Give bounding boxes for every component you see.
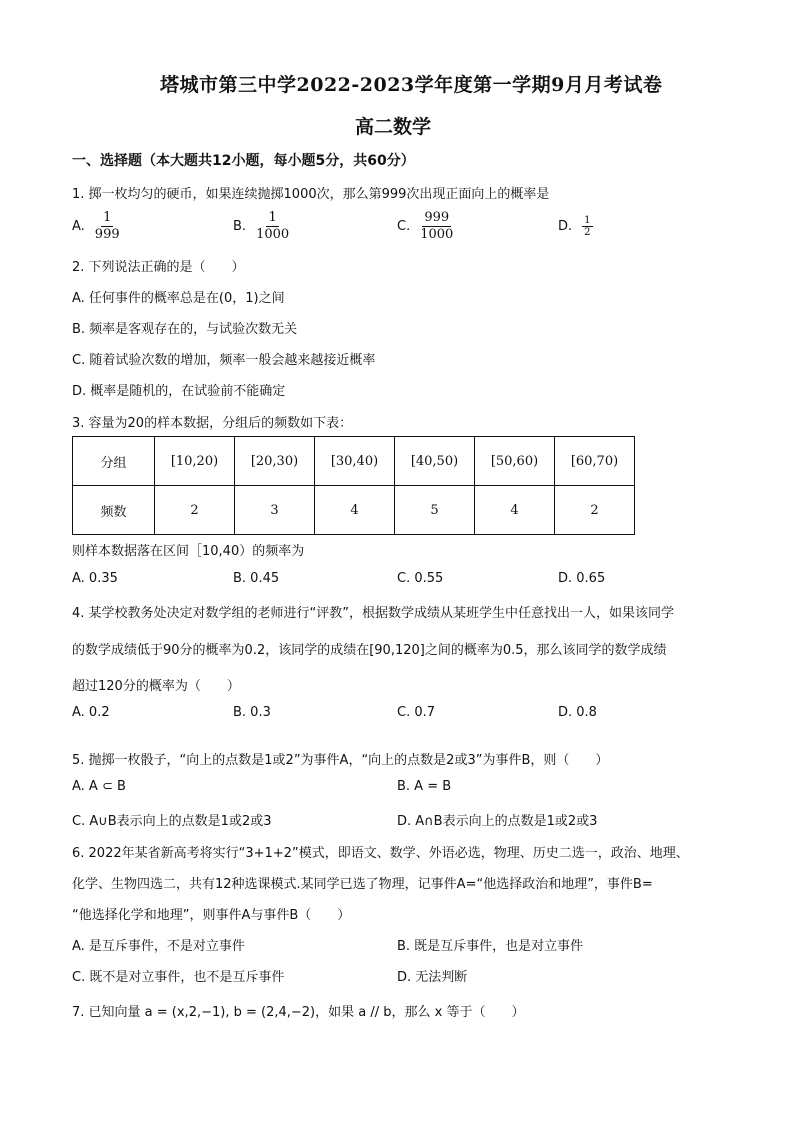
question-4-option-c: C. 0.7 xyxy=(397,705,436,720)
table-row xyxy=(73,486,635,535)
numerator: 1 xyxy=(103,210,112,225)
question-2-option-c: C. 随着试验次数的增加，频率一般会越来越接近概率 xyxy=(72,353,376,368)
option-label: C. xyxy=(397,219,411,234)
denominator: 1000 xyxy=(256,227,290,242)
option-label: D. xyxy=(558,219,573,234)
question-6-option-b: B. 既是互斥事件，也是对立事件 xyxy=(397,939,584,954)
question-4-line-2: 的数学成绩低于90分的概率为0.2，该同学的成绩在[90,120]之间的概率为0.5，那么该同学的数学成绩 xyxy=(72,643,667,658)
question-1-stem: 1. 掷一枚均匀的硬币，如果连续抛掷1000次，那么第999次出现正面向上的概率是 xyxy=(72,187,550,202)
question-5-option-d: D. A∩B表示向上的点数是1或2或3 xyxy=(397,814,598,829)
question-5-option-c: C. A∪B表示向上的点数是1或2或3 xyxy=(72,814,272,829)
question-3-option-b: B. 0.45 xyxy=(233,571,280,586)
question-3-tail: 则样本数据落在区间［10,40）的频率为 xyxy=(72,544,305,559)
question-1-option-a xyxy=(72,210,120,243)
section-heading: 一、选择题（本大题共12小题，每小题5分，共60分） xyxy=(72,153,415,169)
question-6-option-c: C. 既不是对立事件，也不是互斥事件 xyxy=(72,970,285,985)
question-6-line-2: 化学、生物四选二，共有12种选课模式.某同学已选了物理，记事件A=“他选择政治和地理”，事件B= xyxy=(72,877,653,892)
denominator: 2 xyxy=(584,227,591,238)
page-title: 塔城市第三中学2022-2023学年度第一学期9月月考试卷 xyxy=(160,74,663,96)
question-5-option-b: B. A = B xyxy=(397,779,452,794)
question-3-option-a: A. 0.35 xyxy=(72,571,118,586)
table-cell: [10,20) xyxy=(155,437,235,486)
table-cell: 2 xyxy=(155,486,235,535)
fraction xyxy=(582,215,592,238)
table-cell: 3 xyxy=(235,486,315,535)
table-cell: 2 xyxy=(555,486,635,535)
table-cell: 4 xyxy=(315,486,395,535)
question-1-option-d xyxy=(558,215,593,238)
question-4-option-d: D. 0.8 xyxy=(558,705,597,720)
question-3-option-d: D. 0.65 xyxy=(558,571,606,586)
table-cell: 分组 xyxy=(73,437,155,486)
question-2-stem: 2. 下列说法正确的是（ ） xyxy=(72,260,245,275)
question-1-option-b xyxy=(233,210,289,243)
question-2-option-b: B. 频率是客观存在的，与试验次数无关 xyxy=(72,322,298,337)
table-cell: 5 xyxy=(395,486,475,535)
question-3-stem: 3. 容量为20的样本数据，分组后的频数如下表： xyxy=(72,416,353,431)
fraction xyxy=(420,210,453,243)
question-7-stem: 7. 已知向量 a = (x,2,−1), b = (2,4,−2)，如果 a // b，那么 x 等于（ ） xyxy=(72,1005,525,1020)
page-subtitle: 高二数学 xyxy=(355,116,432,138)
numerator: 999 xyxy=(424,210,450,225)
option-label: B. xyxy=(233,219,247,234)
numerator: 1 xyxy=(584,215,591,226)
question-4-option-a: A. 0.2 xyxy=(72,705,110,720)
question-3-option-c: C. 0.55 xyxy=(397,571,444,586)
question-6-line-1: 6. 2022年某省新高考将实行“3+1+2”模式，即语文、数学、外语必选，物理、历史二选一，政治、地理、 xyxy=(72,846,689,861)
table-cell: [40,50) xyxy=(395,437,475,486)
table-cell: 4 xyxy=(475,486,555,535)
frequency-table xyxy=(72,436,635,535)
question-6-line-3: “他选择化学和地理”，则事件A与事件B（ ） xyxy=(72,908,351,923)
denominator: 1000 xyxy=(420,227,454,242)
fraction xyxy=(95,210,120,243)
question-1-option-c xyxy=(397,210,453,243)
table-cell: [60,70) xyxy=(555,437,635,486)
question-4-option-b: B. 0.3 xyxy=(233,705,271,720)
table-cell: [20,30) xyxy=(235,437,315,486)
question-5-stem: 5. 抛掷一枚骰子，“向上的点数是1或2”为事件A，“向上的点数是2或3”为事件B，则（ ） xyxy=(72,753,609,768)
table-row xyxy=(73,437,635,486)
question-4-line-3: 超过120分的概率为（ ） xyxy=(72,679,240,694)
question-6-option-d: D. 无法判断 xyxy=(397,970,468,985)
question-2-option-d: D. 概率是随机的，在试验前不能确定 xyxy=(72,384,286,399)
question-5-option-a: A. A ⊂ B xyxy=(72,779,126,794)
question-4-line-1: 4. 某学校教务处决定对数学组的老师进行“评教”，根据数学成绩从某班学生中任意找出一人，如果该同学 xyxy=(72,606,675,621)
numerator: 1 xyxy=(268,210,277,225)
table-cell: 频数 xyxy=(73,486,155,535)
table-cell: [50,60) xyxy=(475,437,555,486)
fraction xyxy=(256,210,289,243)
question-6-option-a: A. 是互斥事件，不是对立事件 xyxy=(72,939,245,954)
option-label: A. xyxy=(72,219,85,234)
denominator: 999 xyxy=(94,227,120,242)
question-2-option-a: A. 任何事件的概率总是在(0，1)之间 xyxy=(72,291,285,306)
table-cell: [30,40) xyxy=(315,437,395,486)
